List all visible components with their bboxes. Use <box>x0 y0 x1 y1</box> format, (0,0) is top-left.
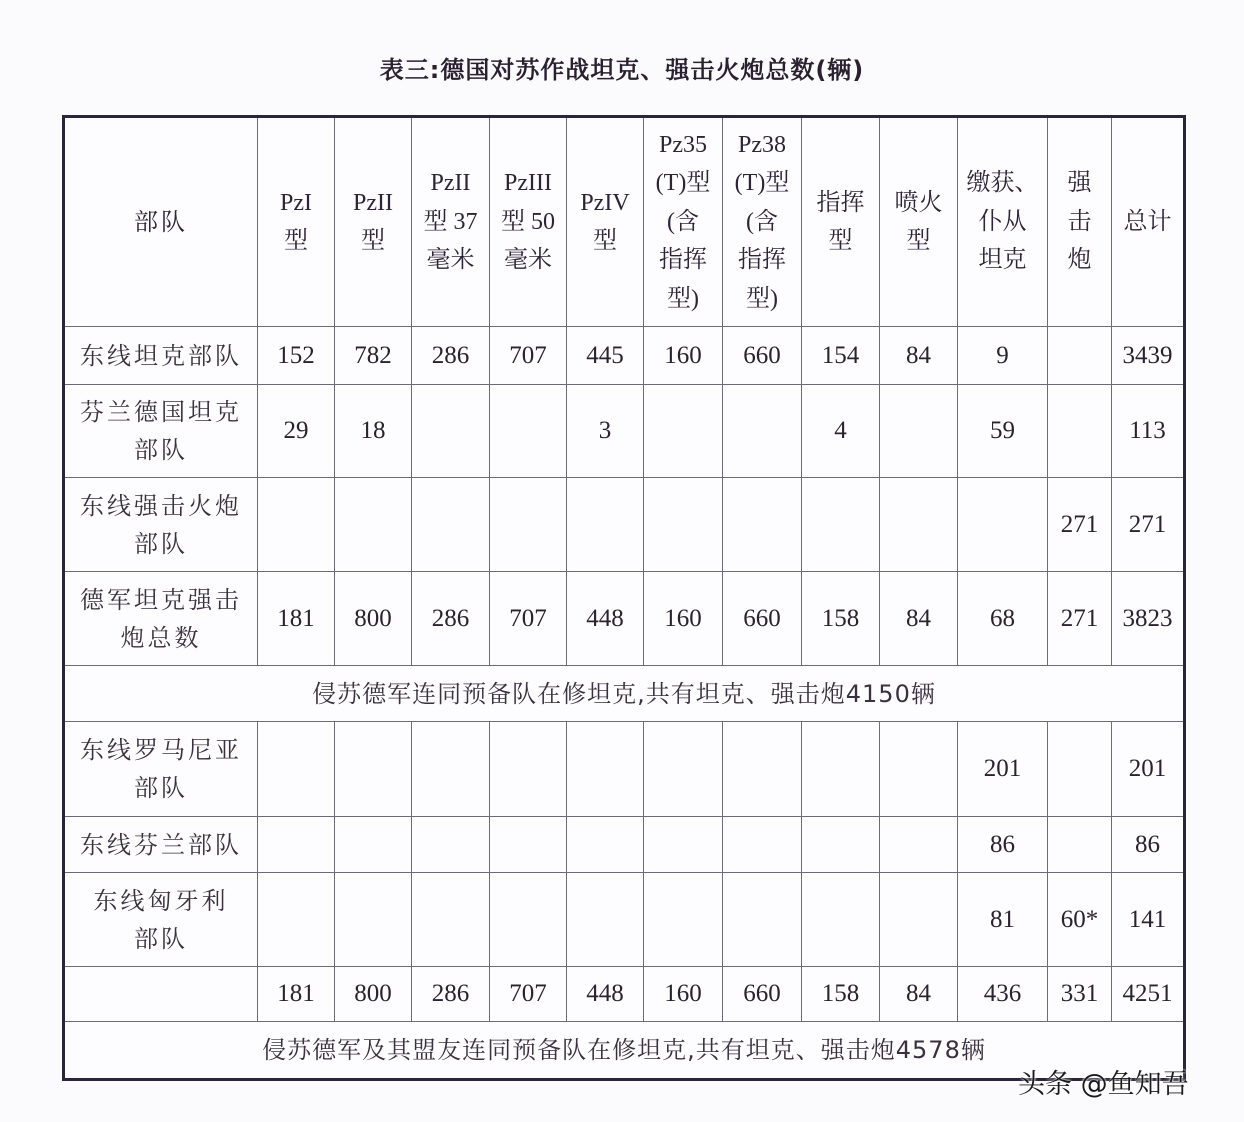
table-cell <box>1048 722 1112 817</box>
row-unit-label: 东线强击火炮 部队 <box>64 478 258 572</box>
table-cell <box>412 478 490 572</box>
table-cell: 3 <box>567 385 644 478</box>
table-cell: 271 <box>1048 478 1112 572</box>
row-unit-label: 东线匈牙利 部队 <box>64 873 258 967</box>
note-row <box>64 666 1185 722</box>
table-cell: 4 <box>802 385 880 478</box>
header-flame: 喷火 型 <box>880 117 958 327</box>
table-cell <box>567 722 644 817</box>
header-label: 部队 <box>134 207 188 236</box>
table-cell <box>880 817 958 873</box>
summary-note: 侵苏德军及其盟友连同预备队在修坦克,共有坦克、强击炮4578辆 <box>64 1022 1185 1080</box>
table-row <box>64 873 1185 967</box>
table-cell: 113 <box>1112 385 1185 478</box>
table-cell <box>880 478 958 572</box>
table-cell <box>258 817 335 873</box>
header-captured: 缴获、 仆从 坦克 <box>958 117 1048 327</box>
header-pz1: PzI 型 <box>258 117 335 327</box>
header-pz3-50mm: PzIII 型 50 毫米 <box>490 117 567 327</box>
header-command: 指挥 型 <box>802 117 880 327</box>
table-cell: 660 <box>723 572 802 666</box>
table-cell <box>412 817 490 873</box>
table-cell: 29 <box>258 385 335 478</box>
table-cell: 84 <box>880 967 958 1022</box>
table-cell <box>644 722 723 817</box>
table-cell <box>880 722 958 817</box>
row-unit-label: 德军坦克强击 炮总数 <box>64 572 258 666</box>
header-pz2: PzII 型 <box>335 117 412 327</box>
table-cell: 800 <box>335 967 412 1022</box>
table-cell: 800 <box>335 572 412 666</box>
table-cell: 448 <box>567 572 644 666</box>
table-cell: 152 <box>258 327 335 385</box>
row-unit-label <box>64 967 258 1022</box>
table-cell: 271 <box>1048 572 1112 666</box>
table-cell: 707 <box>490 572 567 666</box>
table-cell <box>723 873 802 967</box>
table-cell: 331 <box>1048 967 1112 1022</box>
table-cell: 18 <box>335 385 412 478</box>
table-cell: 141 <box>1112 873 1185 967</box>
row-unit-label: 东线芬兰部队 <box>64 817 258 873</box>
table-cell: 86 <box>1112 817 1185 873</box>
table-cell <box>644 817 723 873</box>
row-unit-label: 东线坦克部队 <box>64 327 258 385</box>
table-cell: 286 <box>412 967 490 1022</box>
table-cell: 181 <box>258 967 335 1022</box>
table-cell <box>258 478 335 572</box>
table-cell <box>723 478 802 572</box>
table-cell <box>335 478 412 572</box>
table-cell <box>412 722 490 817</box>
header-pz35t: Pz35 (T)型 (含 指挥 型) <box>644 117 723 327</box>
row-unit-label: 东线罗马尼亚 部队 <box>64 722 258 817</box>
table-row <box>64 572 1185 666</box>
table-cell <box>802 722 880 817</box>
table-cell <box>490 817 567 873</box>
table-cell: 436 <box>958 967 1048 1022</box>
header-label: I <box>304 189 312 216</box>
table-cell: 160 <box>644 967 723 1022</box>
table-cell: 660 <box>723 967 802 1022</box>
header-total: 总计 <box>1112 117 1185 327</box>
row-unit-label: 芬兰德国坦克 部队 <box>64 385 258 478</box>
header-pz2-37mm: PzII 型 37 毫米 <box>412 117 490 327</box>
table-cell <box>880 385 958 478</box>
table-cell: 201 <box>1112 722 1185 817</box>
table-cell <box>412 385 490 478</box>
header-pz38t: Pz38 (T)型 (含 指挥 型) <box>723 117 802 327</box>
table-cell <box>567 478 644 572</box>
table-cell: 286 <box>412 327 490 385</box>
header-row <box>64 117 1185 327</box>
table-cell <box>723 385 802 478</box>
table-cell <box>880 873 958 967</box>
table-cell <box>258 873 335 967</box>
table-cell <box>335 817 412 873</box>
table-cell: 9 <box>958 327 1048 385</box>
table-cell <box>490 478 567 572</box>
table-cell <box>335 722 412 817</box>
table-cell <box>567 873 644 967</box>
table-cell: 445 <box>567 327 644 385</box>
table-cell <box>802 873 880 967</box>
table-cell: 4251 <box>1112 967 1185 1022</box>
table-cell: 158 <box>802 572 880 666</box>
table-cell: 158 <box>802 967 880 1022</box>
table-cell <box>802 478 880 572</box>
table-cell: 68 <box>958 572 1048 666</box>
table-cell <box>258 722 335 817</box>
table-cell: 84 <box>880 327 958 385</box>
table-cell <box>802 817 880 873</box>
table-cell: 271 <box>1112 478 1185 572</box>
table-row <box>64 478 1185 572</box>
table-cell <box>723 817 802 873</box>
table-cell: 160 <box>644 572 723 666</box>
table-cell: 86 <box>958 817 1048 873</box>
table-cell: 3439 <box>1112 327 1185 385</box>
table-cell <box>1048 817 1112 873</box>
header-label: 型 <box>284 228 308 254</box>
table-cell: 707 <box>490 967 567 1022</box>
table-cell: 660 <box>723 327 802 385</box>
table-cell: 286 <box>412 572 490 666</box>
header-assault-gun: 强 击 炮 <box>1048 117 1112 327</box>
table-cell: 448 <box>567 967 644 1022</box>
table-cell: 59 <box>958 385 1048 478</box>
table-title: 表三:德国对苏作战坦克、强击火炮总数(辆) <box>379 56 865 84</box>
table-row <box>64 327 1185 385</box>
watermark: 头条 @鱼知吾 <box>1018 1069 1189 1100</box>
table-cell <box>567 817 644 873</box>
table-cell <box>644 873 723 967</box>
table-cell: 201 <box>958 722 1048 817</box>
table-cell <box>1048 385 1112 478</box>
tank-count-table <box>62 115 1186 1081</box>
table-cell <box>644 385 723 478</box>
summary-note: 侵苏德军连同预备队在修坦克,共有坦克、强击炮4150辆 <box>64 666 1185 722</box>
table-cell: 60* <box>1048 873 1112 967</box>
table-cell <box>490 385 567 478</box>
totals-row <box>64 967 1185 1022</box>
table-cell: 3823 <box>1112 572 1185 666</box>
note-row <box>64 1022 1185 1080</box>
table-cell: 154 <box>802 327 880 385</box>
table-cell <box>490 873 567 967</box>
table-cell <box>335 873 412 967</box>
table-cell: 181 <box>258 572 335 666</box>
table-cell <box>490 722 567 817</box>
table-cell <box>644 478 723 572</box>
table-cell <box>958 478 1048 572</box>
table-cell: 84 <box>880 572 958 666</box>
table-cell: 782 <box>335 327 412 385</box>
table-cell <box>412 873 490 967</box>
table-row <box>64 722 1185 817</box>
table-cell <box>1048 327 1112 385</box>
header-pz4: PzIV 型 <box>567 117 644 327</box>
table-row <box>64 385 1185 478</box>
table-cell: 707 <box>490 327 567 385</box>
table-cell <box>723 722 802 817</box>
header-unit <box>64 117 258 327</box>
table-cell: 160 <box>644 327 723 385</box>
table-cell: 81 <box>958 873 1048 967</box>
table-row <box>64 817 1185 873</box>
